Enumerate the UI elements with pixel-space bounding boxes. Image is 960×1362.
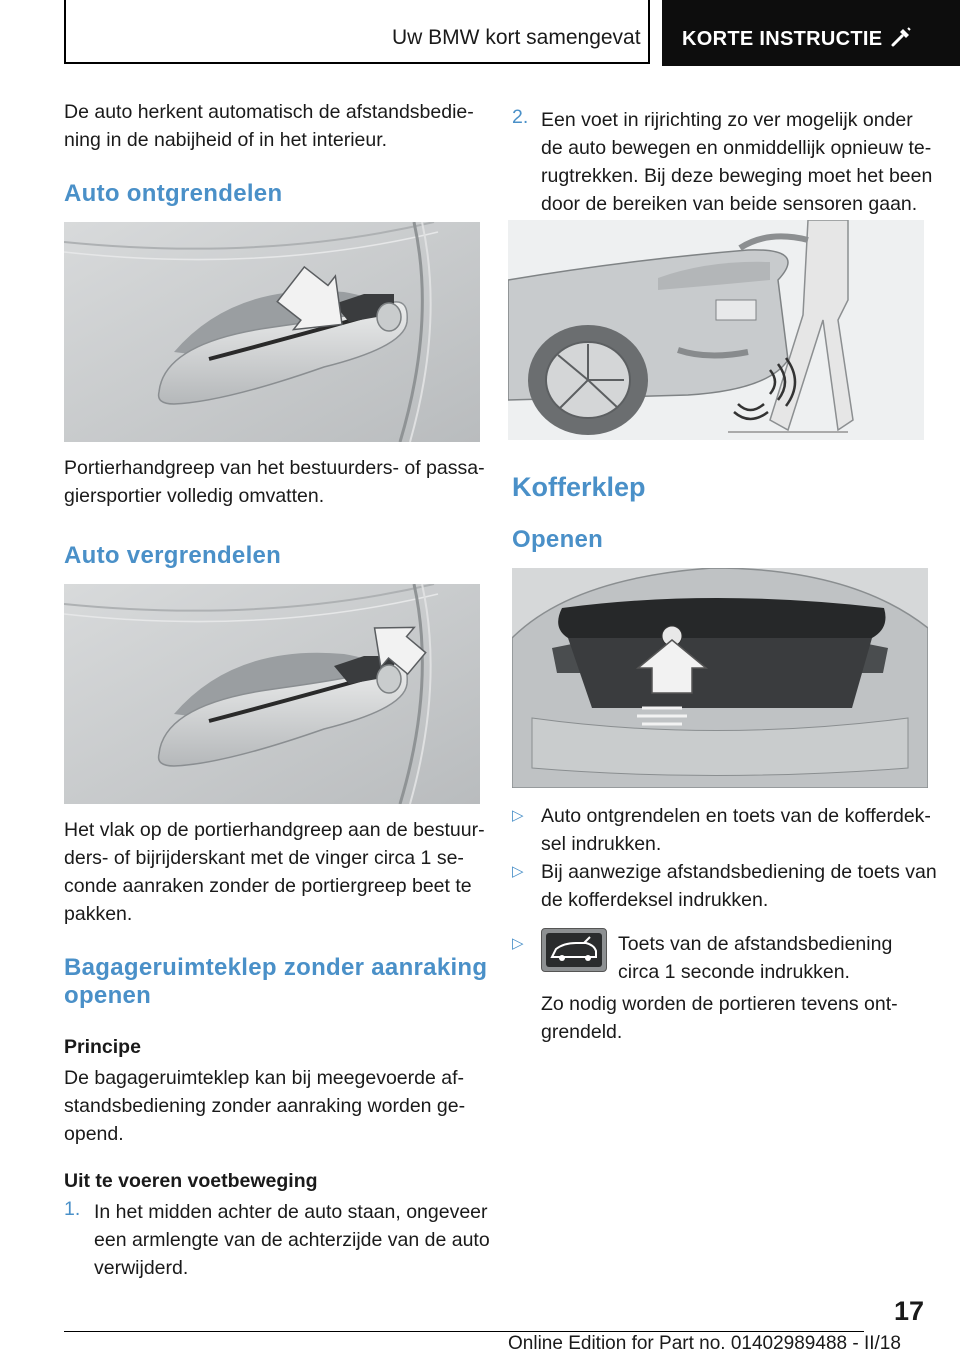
bullet-3-line-1: Toets van de afstandsbediening	[618, 933, 893, 955]
intro-line-2: ning in de nabijheid of in het interieur.	[64, 129, 388, 151]
bullet-2-marker: ▷	[512, 863, 524, 880]
header-section-title: Uw BMW kort samengevat	[392, 26, 641, 49]
boot-heading-line-1: Bagageruimteklep zonder aanraking	[64, 954, 488, 981]
unlock-heading: Auto ontgrendelen	[64, 180, 283, 207]
step-1-line-2: een armlengte van de achterzijde van de auto	[94, 1229, 490, 1251]
step-1-line-3: verwijderd.	[94, 1257, 189, 1279]
step-1-line-1: In het midden achter de auto staan, ongeveer	[94, 1201, 488, 1223]
lock-caption-line-4: pakken.	[64, 903, 133, 925]
header-rule-bottom	[64, 62, 650, 64]
header-tab	[662, 0, 960, 66]
lock-caption-line-1: Het vlak op de portierhandgreep aan de bestuur-	[64, 819, 485, 841]
bullet-3-marker: ▷	[512, 935, 524, 952]
header-rule-divider	[648, 0, 650, 64]
header-tab-label: KORTE INSTRUCTIE	[682, 28, 883, 50]
step-2-number: 2.	[512, 106, 529, 128]
bullet-1-marker: ▷	[512, 807, 524, 824]
foot-gesture-illustration	[508, 220, 924, 440]
step-2-line-1: Een voet in rijrichting zo ver mogelijk onder	[541, 109, 913, 131]
step-1-number: 1.	[64, 1198, 81, 1220]
step-2-line-4: door de bereiken van beide sensoren gaan.	[541, 193, 918, 215]
header-rule-left	[64, 0, 66, 64]
door-handle-unlock-illustration	[64, 222, 480, 442]
open-heading: Openen	[512, 526, 604, 553]
lock-caption-line-2: ders- of bijrijderskant met de vinger circa 1 se-	[64, 847, 464, 869]
bullet-1-line-2: sel indrukken.	[541, 833, 662, 855]
trunk-open-illustration	[512, 568, 928, 788]
bullet-3-note-line-1: Zo nodig worden de portieren tevens ont-	[541, 993, 898, 1015]
lock-heading: Auto vergrendelen	[64, 542, 282, 569]
intro-line-1: De auto herkent automatisch de afstandsbedie-	[64, 101, 474, 123]
page-number: 17	[894, 1296, 925, 1326]
principle-heading: Principe	[64, 1036, 141, 1058]
bullet-3-line-2: circa 1 seconde indrukken.	[618, 961, 850, 983]
unlock-caption-line-2: giersportier volledig omvatten.	[64, 485, 325, 507]
motion-heading: Uit te voeren voetbeweging	[64, 1170, 318, 1192]
lock-caption-line-3: conde aanraken zonder de portiergreep beet te	[64, 875, 472, 897]
step-2-line-2: de auto bewegen en onmiddellijk opnieuw te-	[541, 137, 932, 159]
principle-line-2: standsbediening zonder aanraking worden ge-	[64, 1095, 466, 1117]
door-handle-lock-illustration	[64, 584, 480, 804]
footer-edition: Online Edition for Part no. 01402989488 - II/18	[508, 1333, 901, 1354]
principle-line-3: opend.	[64, 1123, 124, 1145]
bullet-3-note-line-2: grendeld.	[541, 1021, 623, 1043]
trunk-heading: Kofferklep	[512, 472, 646, 502]
quick-reference-icon	[890, 26, 912, 48]
boot-heading-line-2: openen	[64, 982, 152, 1009]
footer-rule	[64, 1331, 864, 1332]
bullet-2-line-2: de kofferdeksel indrukken.	[541, 889, 769, 911]
remote-trunk-button-icon	[541, 928, 607, 972]
bullet-1-line-1: Auto ontgrendelen en toets van de kofferdek-	[541, 805, 931, 827]
unlock-caption-line-1: Portierhandgreep van het bestuurders- of passa-	[64, 457, 485, 479]
bullet-2-line-1: Bij aanwezige afstandsbediening de toets van	[541, 861, 937, 883]
step-2-line-3: rugtrekken. Bij deze beweging moet het been	[541, 165, 933, 187]
principle-line-1: De bagageruimteklep kan bij meegevoerde af-	[64, 1067, 464, 1089]
